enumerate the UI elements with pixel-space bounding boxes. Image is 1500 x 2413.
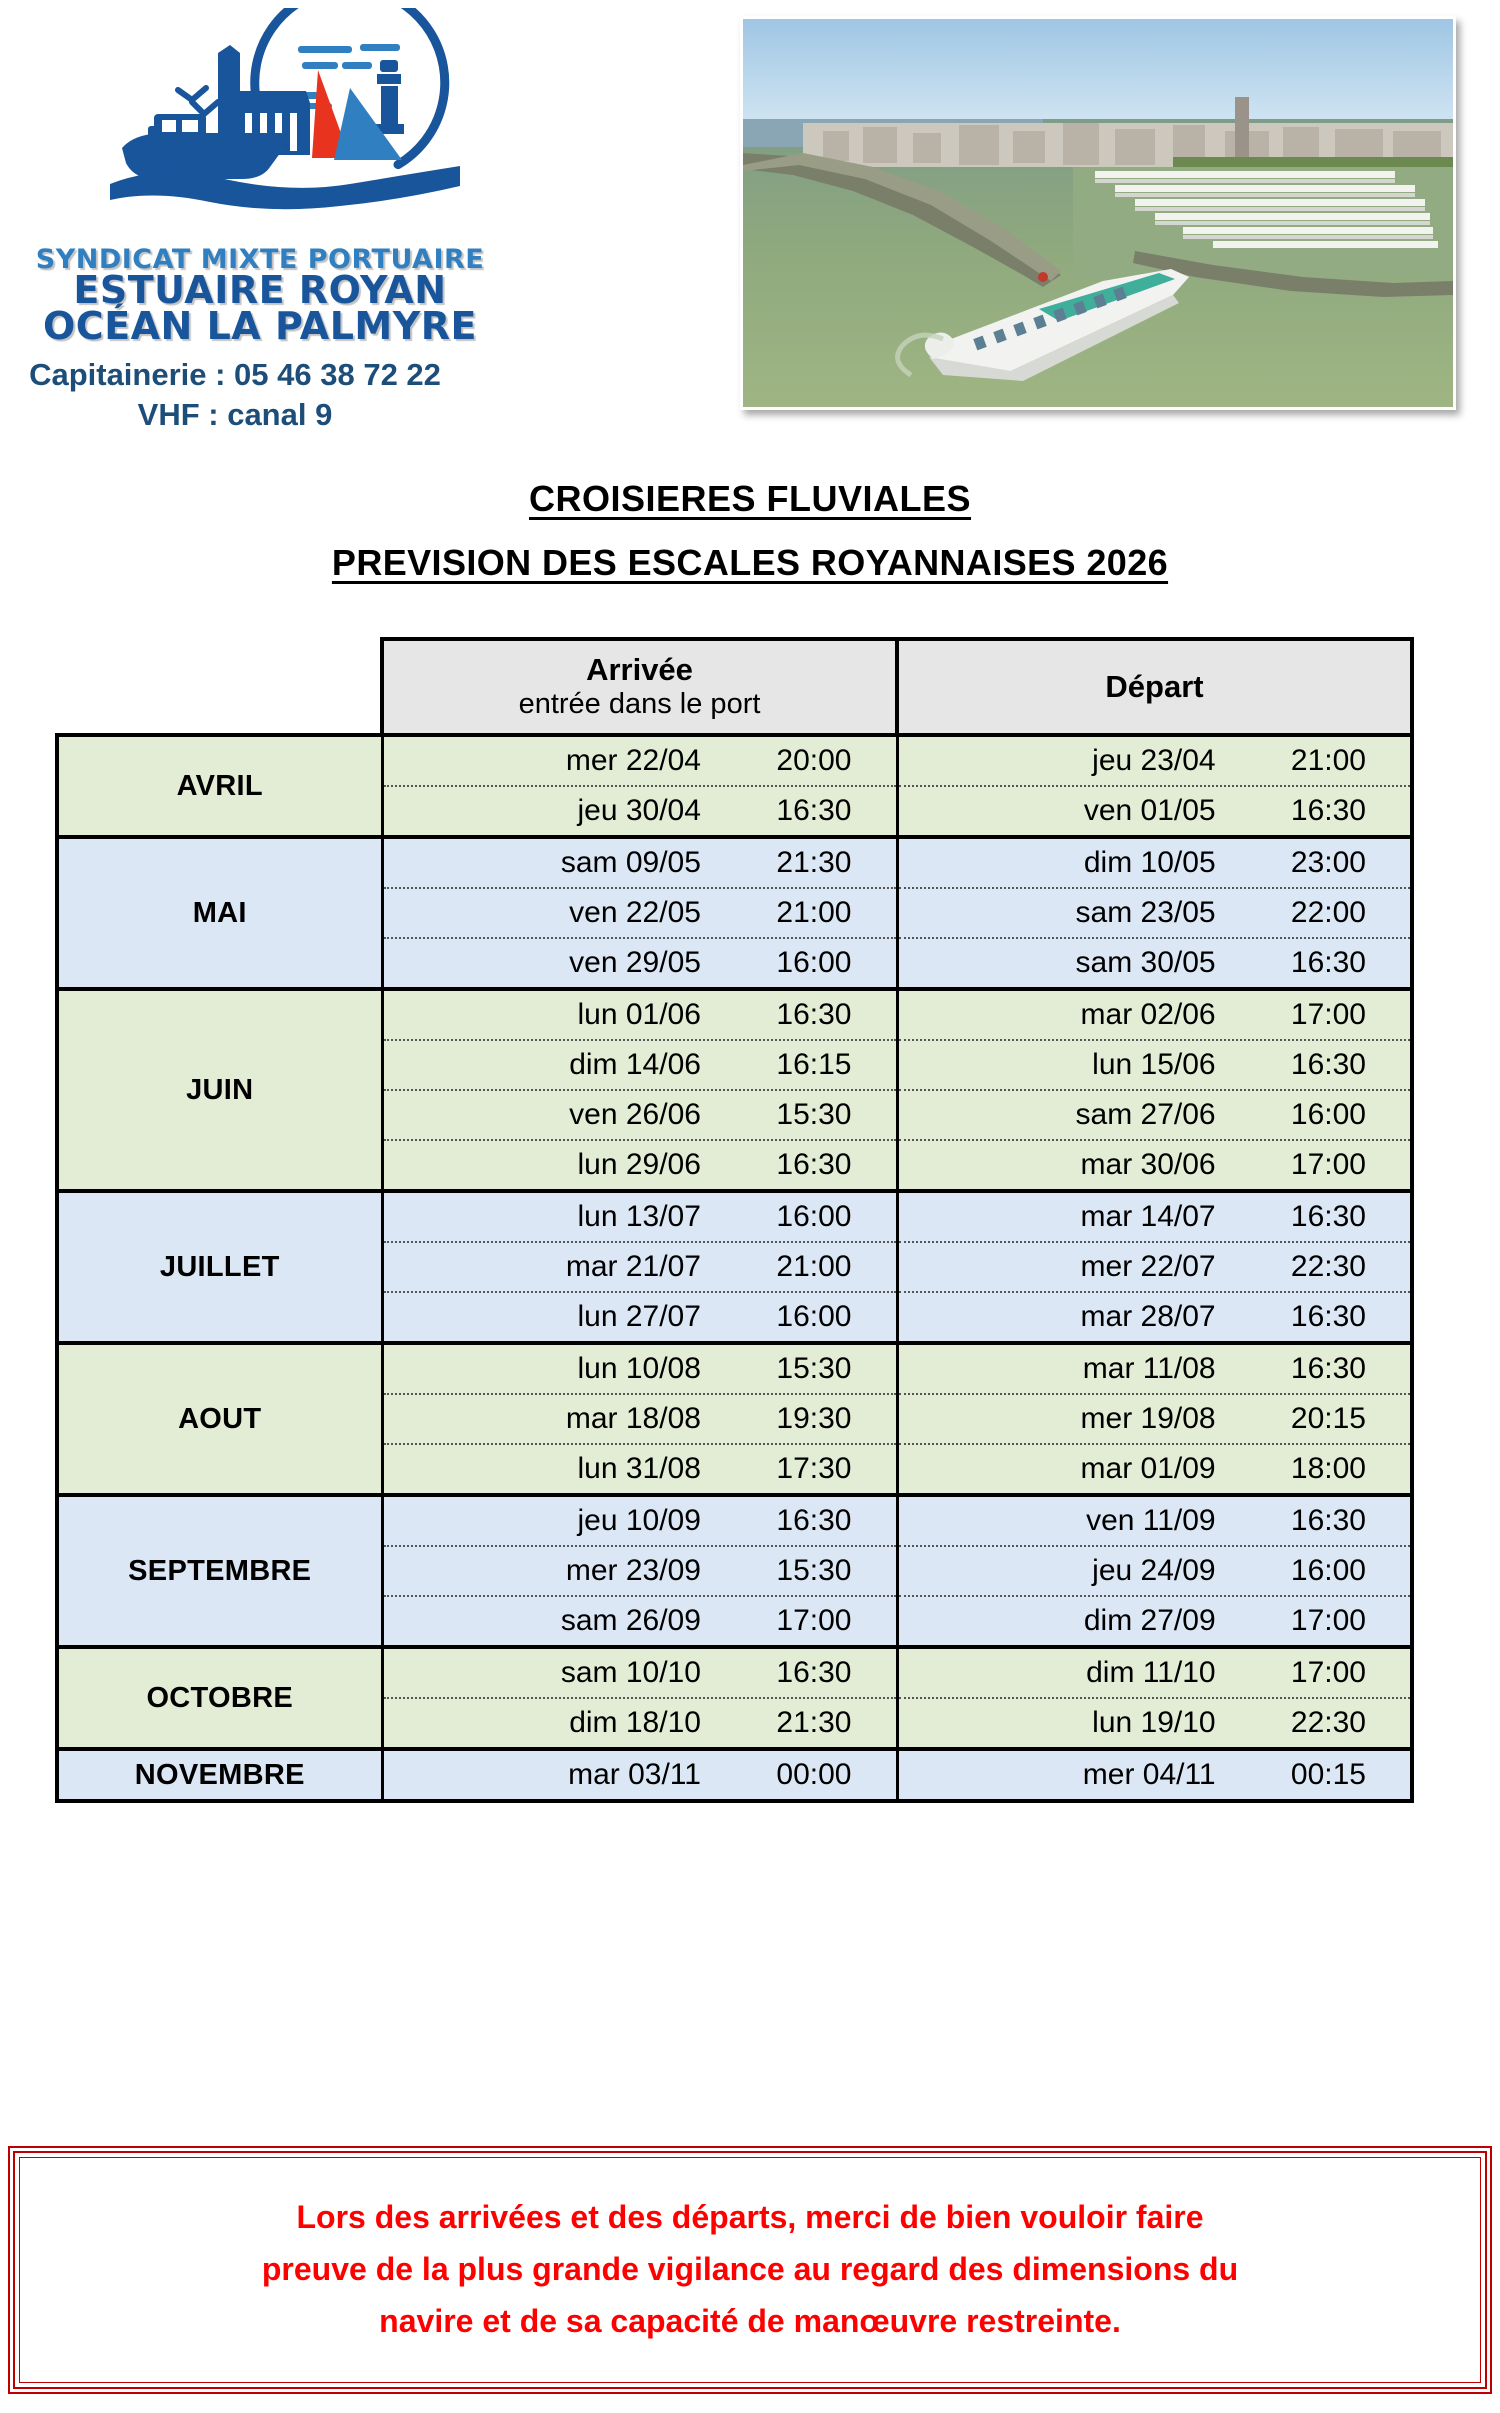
arrival-cell <box>382 1749 897 1801</box>
arrival-time: 19:30 <box>776 1402 852 1435</box>
arrival-list <box>384 1193 896 1341</box>
arrival-entry <box>384 1141 896 1189</box>
arrival-cell <box>382 735 897 837</box>
departure-date: mer 22/07 <box>1080 1250 1216 1283</box>
table-row <box>57 1495 1412 1647</box>
departure-cell <box>897 989 1412 1191</box>
arrival-entry <box>384 1345 896 1395</box>
month-label: NOVEMBRE <box>134 1758 305 1791</box>
arrival-date: lun 01/06 <box>577 998 701 1031</box>
departure-date: mar 28/07 <box>1080 1300 1216 1333</box>
arrival-time: 16:00 <box>776 1300 852 1333</box>
departure-entry <box>899 1751 1411 1799</box>
departure-list <box>899 839 1411 987</box>
departure-cell <box>897 1647 1412 1749</box>
logo-wordmark <box>10 244 510 348</box>
departure-time: 21:00 <box>1290 744 1366 777</box>
schedule-table <box>55 637 1414 1803</box>
departure-date: ven 01/05 <box>1083 794 1216 827</box>
arrival-date: mar 18/08 <box>565 1402 701 1435</box>
departure-time: 22:30 <box>1290 1250 1366 1283</box>
arrival-time: 15:30 <box>776 1098 852 1131</box>
warning-line-2: preuve de la plus grande vigilance au regard des dimensions du <box>261 2251 1239 2288</box>
departure-date: mer 19/08 <box>1080 1402 1216 1435</box>
arrival-date: dim 14/06 <box>569 1048 701 1081</box>
arrival-entry <box>384 1547 896 1597</box>
arrival-cell <box>382 837 897 989</box>
departure-list <box>899 1193 1411 1341</box>
arrival-date: sam 09/05 <box>560 846 701 879</box>
departure-entry <box>899 991 1411 1041</box>
month-label-cell <box>57 1749 382 1801</box>
arrival-time: 21:00 <box>776 1250 852 1283</box>
departure-time: 16:30 <box>1290 1504 1366 1537</box>
arrival-time: 16:30 <box>776 1656 852 1689</box>
departure-list <box>899 1649 1411 1747</box>
departure-date: dim 10/05 <box>1083 846 1216 879</box>
departure-entry <box>899 1649 1411 1699</box>
warning-inner-border <box>13 2151 1487 2389</box>
arrival-list <box>384 839 896 987</box>
departure-date: ven 11/09 <box>1086 1504 1216 1537</box>
departure-time: 16:00 <box>1290 1098 1366 1131</box>
departure-time: 16:30 <box>1290 1048 1366 1081</box>
header-departure <box>897 639 1412 735</box>
page-header <box>0 0 1500 470</box>
month-label-cell <box>57 1647 382 1749</box>
arrival-entry <box>384 1243 896 1293</box>
month-label-cell <box>57 1343 382 1495</box>
arrival-date: jeu 10/09 <box>577 1504 701 1537</box>
port-photo <box>740 16 1456 410</box>
month-label-cell <box>57 1495 382 1647</box>
contact-info <box>0 355 470 434</box>
departure-time: 17:00 <box>1290 1656 1366 1689</box>
departure-list <box>899 737 1411 835</box>
arrival-cell <box>382 1191 897 1343</box>
arrival-time: 20:00 <box>776 744 852 777</box>
document-titles <box>0 478 1500 584</box>
departure-date: dim 11/10 <box>1086 1656 1216 1689</box>
departure-time: 17:00 <box>1290 998 1366 1031</box>
departure-time: 22:00 <box>1290 896 1366 929</box>
arrival-entry <box>384 737 896 787</box>
departure-date: jeu 23/04 <box>1092 744 1216 777</box>
departure-date: jeu 24/09 <box>1092 1554 1216 1587</box>
arrival-date: mer 22/04 <box>565 744 701 777</box>
month-label: AOUT <box>178 1402 262 1435</box>
arrival-cell <box>382 1343 897 1495</box>
departure-cell <box>897 1749 1412 1801</box>
arrival-entry <box>384 1445 896 1493</box>
departure-cell <box>897 1191 1412 1343</box>
departure-entry <box>899 1547 1411 1597</box>
arrival-time: 21:00 <box>776 896 852 929</box>
month-label-cell <box>57 735 382 837</box>
arrival-date: mer 23/09 <box>565 1554 701 1587</box>
arrival-time: 21:30 <box>776 1706 852 1739</box>
arrival-date: sam 10/10 <box>560 1656 701 1689</box>
arrival-date: ven 29/05 <box>569 946 701 979</box>
arrival-time: 21:30 <box>776 846 852 879</box>
table-row <box>57 837 1412 989</box>
arrival-date: lun 27/07 <box>577 1300 701 1333</box>
arrival-entry <box>384 1751 896 1799</box>
departure-entry <box>899 939 1411 987</box>
arrival-entry <box>384 1091 896 1141</box>
arrival-cell <box>382 1495 897 1647</box>
arrival-list <box>384 1751 896 1799</box>
departure-time: 16:30 <box>1290 1200 1366 1233</box>
warning-notice <box>8 2146 1492 2394</box>
arrival-entry <box>384 1395 896 1445</box>
departure-time: 17:00 <box>1290 1604 1366 1637</box>
arrival-time: 16:00 <box>776 946 852 979</box>
arrival-entry <box>384 1649 896 1699</box>
departure-date: dim 27/09 <box>1083 1604 1216 1637</box>
departure-date: sam 30/05 <box>1075 946 1216 979</box>
departure-time: 23:00 <box>1290 846 1366 879</box>
departure-entry <box>899 1293 1411 1341</box>
departure-date: lun 15/06 <box>1092 1048 1216 1081</box>
departure-entry <box>899 1597 1411 1645</box>
table-header-row <box>57 639 1412 735</box>
arrival-time: 17:30 <box>776 1452 852 1485</box>
departure-time: 18:00 <box>1290 1452 1366 1485</box>
logo-illustration-svg <box>50 8 470 243</box>
departure-entry <box>899 787 1411 835</box>
departure-time: 00:15 <box>1290 1758 1366 1791</box>
departure-time: 16:30 <box>1290 1352 1366 1385</box>
departure-date: mar 02/06 <box>1080 998 1216 1031</box>
arrival-time: 16:30 <box>776 794 852 827</box>
departure-time: 16:30 <box>1290 946 1366 979</box>
logo-line-2: ESTUAIRE ROYAN <box>73 268 447 312</box>
arrival-time: 16:30 <box>776 1504 852 1537</box>
schedule-table-container <box>55 637 1410 1803</box>
table-body <box>57 735 1412 1801</box>
departure-cell <box>897 837 1412 989</box>
arrival-date: mar 03/11 <box>568 1758 701 1791</box>
arrival-entry <box>384 991 896 1041</box>
departure-entry <box>899 1243 1411 1293</box>
departure-time: 16:30 <box>1290 794 1366 827</box>
departure-entry <box>899 839 1411 889</box>
arrival-entry <box>384 1497 896 1547</box>
arrival-date: dim 18/10 <box>569 1706 701 1739</box>
departure-entry <box>899 1345 1411 1395</box>
arrival-entry <box>384 1041 896 1091</box>
port-photo-svg <box>743 19 1453 407</box>
header-arrival-subtitle: entrée dans le port <box>518 688 761 721</box>
table-row <box>57 735 1412 837</box>
arrival-cell <box>382 989 897 1191</box>
capitainerie-phone: Capitainerie : 05 46 38 72 22 <box>29 357 441 392</box>
arrival-date: mar 21/07 <box>565 1250 701 1283</box>
month-label: SEPTEMBRE <box>128 1554 312 1587</box>
arrival-entry <box>384 939 896 987</box>
arrival-date: lun 13/07 <box>577 1200 701 1233</box>
departure-date: mer 04/11 <box>1082 1758 1216 1791</box>
warning-line-1: Lors des arrivées et des départs, merci de bien vouloir faire <box>296 2199 1204 2236</box>
departure-time: 20:15 <box>1290 1402 1366 1435</box>
arrival-date: lun 10/08 <box>577 1352 701 1385</box>
arrival-date: sam 26/09 <box>560 1604 701 1637</box>
page-subtitle: PREVISION DES ESCALES ROYANNAISES 2026 <box>331 542 1169 583</box>
month-label: JUIN <box>186 1073 254 1106</box>
page-title: CROISIERES FLUVIALES <box>528 478 972 519</box>
arrival-list <box>384 1649 896 1747</box>
month-label: JUILLET <box>159 1250 280 1283</box>
arrival-date: jeu 30/04 <box>577 794 701 827</box>
departure-time: 17:00 <box>1290 1148 1366 1181</box>
arrival-date: ven 26/06 <box>569 1098 701 1131</box>
departure-time: 16:30 <box>1290 1300 1366 1333</box>
arrival-list <box>384 1497 896 1645</box>
departure-cell <box>897 1495 1412 1647</box>
departure-list <box>899 1497 1411 1645</box>
departure-entry <box>899 1699 1411 1747</box>
arrival-entry <box>384 1699 896 1747</box>
month-label-cell <box>57 1191 382 1343</box>
table-row <box>57 1749 1412 1801</box>
departure-entry <box>899 1395 1411 1445</box>
logo-artwork <box>50 8 470 243</box>
header-arrival-title: Arrivée <box>586 652 693 688</box>
table-row <box>57 1343 1412 1495</box>
departure-list <box>899 991 1411 1189</box>
warning-text <box>125 2192 1375 2347</box>
header-month-spacer <box>57 639 382 735</box>
arrival-list <box>384 991 896 1189</box>
arrival-entry <box>384 1193 896 1243</box>
departure-entry <box>899 1091 1411 1141</box>
month-label-cell <box>57 989 382 1191</box>
arrival-entry <box>384 839 896 889</box>
warning-line-3: navire et de sa capacité de manœuvre restreinte. <box>379 2302 1121 2339</box>
arrival-time: 16:30 <box>776 998 852 1031</box>
logo-line-1: SYNDICAT MIXTE PORTUAIRE <box>35 244 485 275</box>
departure-date: mar 01/09 <box>1080 1452 1216 1485</box>
departure-entry <box>899 1445 1411 1493</box>
departure-time: 22:30 <box>1290 1706 1366 1739</box>
arrival-entry <box>384 1597 896 1645</box>
arrival-entry <box>384 889 896 939</box>
arrival-cell <box>382 1647 897 1749</box>
arrival-entry <box>384 787 896 835</box>
departure-time: 16:00 <box>1290 1554 1366 1587</box>
arrival-entry <box>384 1293 896 1341</box>
departure-entry <box>899 1193 1411 1243</box>
month-label-cell <box>57 837 382 989</box>
month-label: OCTOBRE <box>146 1681 294 1714</box>
departure-list <box>899 1751 1411 1799</box>
vhf-channel: VHF : canal 9 <box>137 396 333 432</box>
arrival-time: 16:15 <box>776 1048 852 1081</box>
departure-list <box>899 1345 1411 1493</box>
departure-cell <box>897 1343 1412 1495</box>
departure-date: mar 11/08 <box>1082 1352 1216 1385</box>
arrival-time: 16:30 <box>776 1148 852 1181</box>
departure-date: mar 14/07 <box>1080 1200 1216 1233</box>
arrival-time: 00:00 <box>776 1758 852 1791</box>
arrival-time: 15:30 <box>776 1352 852 1385</box>
departure-cell <box>897 735 1412 837</box>
table-row <box>57 989 1412 1191</box>
month-label: AVRIL <box>176 769 263 802</box>
departure-date: sam 23/05 <box>1075 896 1216 929</box>
arrival-time: 16:00 <box>776 1200 852 1233</box>
warning-inner-border-2 <box>19 2157 1481 2383</box>
departure-date: lun 19/10 <box>1092 1706 1216 1739</box>
table-row <box>57 1647 1412 1749</box>
departure-entry <box>899 1141 1411 1189</box>
arrival-date: lun 31/08 <box>577 1452 701 1485</box>
arrival-time: 15:30 <box>776 1554 852 1587</box>
header-departure-title: Départ <box>1105 668 1204 704</box>
month-label: MAI <box>192 896 247 929</box>
arrival-list <box>384 1345 896 1493</box>
departure-entry <box>899 1497 1411 1547</box>
departure-date: mar 30/06 <box>1080 1148 1216 1181</box>
departure-entry <box>899 1041 1411 1091</box>
arrival-date: lun 29/06 <box>577 1148 701 1181</box>
arrival-time: 17:00 <box>776 1604 852 1637</box>
departure-entry <box>899 889 1411 939</box>
departure-entry <box>899 737 1411 787</box>
table-row <box>57 1191 1412 1343</box>
logo-line-3: OCÉAN LA PALMYRE <box>43 304 477 348</box>
arrival-date: ven 22/05 <box>569 896 701 929</box>
departure-date: sam 27/06 <box>1075 1098 1216 1131</box>
table-header <box>57 639 1412 735</box>
arrival-list <box>384 737 896 835</box>
header-arrival <box>382 639 897 735</box>
